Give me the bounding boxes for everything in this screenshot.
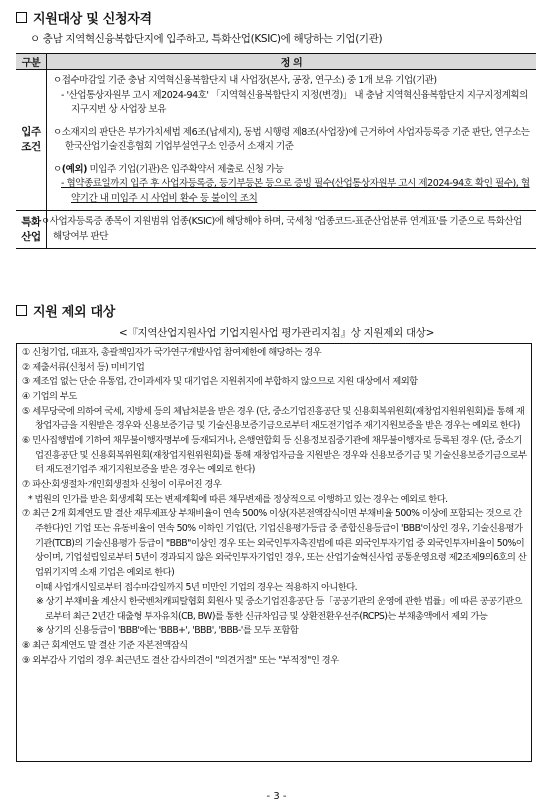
row-label-industry: 특화 산업 — [16, 211, 47, 249]
list-item: ② 제출서류(신청서 등) 미비기업 — [22, 361, 145, 373]
list-item: ⑧ 최근 회계연도 말 결산 기준 자본전액잠식 — [22, 640, 188, 652]
list-item: ① 신청기업, 대표자, 총괄책임자가 국가연구개발사업 참여제한에 해당하는 경우 — [22, 347, 322, 358]
section-title-exclusion — [16, 301, 115, 320]
table-row-residency — [16, 70, 536, 211]
table-row-industry — [16, 211, 536, 249]
row-content-residency — [47, 70, 537, 211]
exception-subtext: - 협약종료일까지 입주 후 사업자등록증, 등기부등본 등으로 증빙 필수(산업통상자원부 고시 제2024-94호 확인 필수), 협약기간 내 미입주 시 사업비 환수 등 불이익 조치 — [61, 178, 530, 204]
residency-criterion-text: ㅇ접수마감일 기준 충남 지역혁신융복합단지 내 사업장(본사, 공장, 연구소) 중 1개 보유 기업(기관) — [53, 75, 437, 86]
section-title-text: 지원대상 및 신청자격 — [33, 12, 152, 27]
eligibility-intro: ㅇ 충남 지역혁신융복합단지에 입주하고, 특화산업(KSIC)에 해당하는 기업(기관) — [30, 33, 383, 45]
eligibility-table — [16, 53, 536, 249]
list-item: ⑦ 파산·회생절차·개인회생절차 신청이 이루어진 경우 — [22, 478, 222, 490]
column-header-definition: 정 의 — [47, 54, 537, 70]
page-number: - 3 - — [266, 791, 287, 802]
list-item: ⑦ 최근 2개 회계연도 말 결산 재무제표상 부채비율이 연속 500% 이상(자본전액잠식이면 부채비율 500% 이상에 포함되는 것으로 간주한다)인 기업 또는 유동비율이 연속 50% 이하인 기업(단, 기업신용평가등급 중 종합신용등급이 'BBB'이상인 경우, 기술신용평가기관(TCB)의 기술신용평가 등급이 "BBB"이상인 경우 또는 외국인투자촉진법에 따른 외국인투자기업 중 외국인투자비율이 50%이상이며, 기업설립일로부터 5년이 경과되지 않은 외국인투자기업인 경우, 또는 산업기술혁신사업 공통운영요령 제2조제9의6호의 산업위기지역 소재 기업은 예외로 한다) — [22, 508, 527, 578]
exclusion-subtitle: <『지역산업지원사업 기업지원사업 평가관리지침』상 지원제외 대상> — [118, 327, 435, 339]
list-item-note: ※ 상기의 신용등급이 'BBB'에는 'BBB+', 'BBB', 'BBB-'를 모두 포함함 — [36, 625, 299, 637]
list-item-note: ※ 상기 부채비율 계산시 한국벤처캐피탈협회 회원사 및 중소기업진흥공단 등「공공기관의 운영에 관한 법률」에 따른 공공기관으로부터 최근 2년간 대출형 투자유치(CB, BW)를 통한 신규차입금 및 상환전환우선주(RCPS)는 부채총액에서 제외 가능 — [36, 596, 522, 622]
exclusion-list-box — [16, 343, 532, 762]
list-item: ④ 기업의 부도 — [22, 390, 77, 402]
table-header-row — [16, 54, 536, 70]
column-header-category: 구분 — [16, 54, 47, 70]
list-item: ⑤ 세무당국에 의하여 국세, 지방세 등의 체납처분을 받은 경우 (단, 중소기업진흥공단 및 신용회복위원회(재창업지원위원회)를 통해 재창업자금을 지원받은 경우와 신용보증기금 및 기술신용보증기금으로부터 재도전기업주 재기지원보증을 받은 경우는 예외로 한다) — [22, 405, 525, 432]
list-item: ⑨ 외부감사 기업의 경우 최근년도 결산 감사의견이 "의견거절" 또는 "부적정"인 경우 — [22, 654, 339, 666]
list-item: ③ 제조업 없는 단순 유통업, 간이과세자 및 대기업은 지원취지에 부합하지 않으므로 지원 대상에서 제외함 — [22, 376, 418, 388]
exception-block: ㅇ(예외) 미입주 기업(기관)은 입주확약서 제출로 신청 가능 - 협약종료일까지 입주 후 사업자등록증, 등기부등본 등으로 증빙 필수(산업통상자원부 고시 제2024-94호 확인 필수), 협약기간 내 미입주 시 사업비 환수 등 불이익 조치 — [53, 163, 532, 207]
list-item: ⑥ 민사집행법에 기하여 채무불이행자명부에 등재되거나, 은행연합회 등 신용정보집중기관에 채무불이행자로 등록된 경우 (단, 중소기업진흥공단 및 신용회복위원회(재창업지원위원회)를 통해 재창업자금을 지원받은 경우와 신용보증기금 및 기술신용보증기금으로부터 재도전기업주 재기지원보증을 받은 경우는 예외로 한다) — [22, 434, 527, 476]
list-item-continuation: 이때 사업개시일로부터 접수마감일까지 5년 미만인 기업의 경우는 적용하지 아니한다. — [35, 581, 358, 593]
row-content-industry: ㅇ사업자등록증 종목이 지원범위 업종(KSIC)에 해당해야 하며, 국세청 '업종코드-표준산업분류 연계표'를 기준으로 특화산업 해당여부 판단 — [47, 211, 537, 249]
location-criterion-text: ㅇ소재지의 판단은 부가가치세법 제6조(납세지), 동법 시행령 제8조(사업장)에 근거하여 사업자등록증 기준 판단, 연구소는 한국산업기술진흥협회 기업부설연구소 인증서 소재지 기준 — [53, 126, 530, 152]
section-title-eligibility — [16, 8, 152, 27]
residency-criterion-subtext: - '산업통상자원부 고시 제2024-94호' 「지역혁신융복합단지 지정(변경)」 내 충남 지역혁신융복합단지 지구지정계획의 지구지번 상 사업장 보유 — [61, 89, 528, 115]
list-item-note: * 법원의 인가를 받은 회생계획 또는 변제계획에 따른 채무변제를 정상적으로 이행하고 있는 경우는 예외로 한다. — [28, 493, 448, 505]
section-title-text: 지원 제외 대상 — [33, 305, 115, 320]
exception-label: (예외) — [61, 163, 87, 175]
row-label-residency: 입주 조건 — [16, 70, 47, 211]
checkbox-square-icon — [16, 305, 27, 316]
residency-block-1 — [53, 74, 532, 118]
checkbox-square-icon — [16, 12, 27, 23]
